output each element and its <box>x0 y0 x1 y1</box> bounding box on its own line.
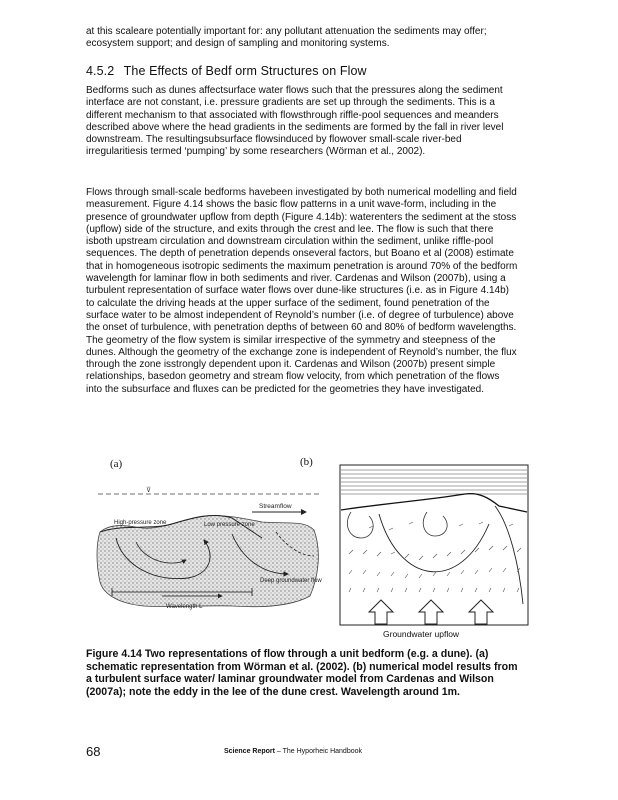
svg-text:⊽: ⊽ <box>146 487 152 494</box>
high-pressure-label: High-pressure zone <box>114 520 167 526</box>
low-pressure-label: Low pressure zone <box>204 522 255 528</box>
streamflow-label: Streamflow <box>259 503 292 510</box>
section-number: 4.5.2 <box>86 64 115 78</box>
page-number: 68 <box>86 744 101 759</box>
body-paragraph-1 <box>86 85 518 159</box>
intro-paragraph <box>86 26 518 51</box>
running-footer <box>224 748 362 755</box>
deep-flow-label: Deep groundwater flow <box>260 578 322 584</box>
groundwater-upflow-label: Groundwater upflow <box>383 629 460 639</box>
panel-a-label: (a) <box>110 458 123 470</box>
wavelength-label: Wavelength L <box>166 604 203 610</box>
caption-text: Figure 4.14 Two representations of flow through a unit bedform (e.g. a dune). (a) schematic representation from Wörman et al. (2002). (b) numerical model results from a turbulent surface water/ laminar groundwater model from Cardenas and Wilson (2007a); note the eddy in the lee of the dune crest. Wavelength around 1m. <box>86 648 518 698</box>
section-title: The Effects of Bedf orm Structures on Flow <box>123 64 367 78</box>
panel-b-label: (b) <box>300 456 313 468</box>
paragraph-text: Bedforms such as dunes affectsurface water flows such that the pressures along the sediment interface are not constant, i.e. pressure gradients are set up through the sediments. This is a different mechanism to that associated with flowsthrough riffle-pool sequences and meanders described above where the head gradients in the sediments are formed by the fall in river level downstream. The resultingsubsurface flowsinduced by flowover small-scale river-bed irregularitiesis termed ‘pumping’ by some researchers (Wörman et al., 2002). <box>86 85 504 158</box>
figure-caption <box>86 648 518 698</box>
figure-panel-b <box>339 464 529 628</box>
footer-report-name: Science Report <box>224 748 275 755</box>
body-paragraph-2 <box>86 187 518 396</box>
intro-text: at this scaleare potentially important for: any pollutant attenuation the sediments may offer; ecosystem support; and design of sampling and monitoring systems. <box>86 26 487 50</box>
footer-report-subtitle: – The Hyporheic Handbook <box>274 748 363 755</box>
section-heading <box>86 64 518 78</box>
paragraph-text: Flows through small-scale bedforms havebeen investigated by both numerical modelling and field measurement. Figure 4.14 shows the basic flow patterns in a unit wave-form, including in the presence of groundwater upflow from depth (Figure 4.14b): waterenters the sediment at the stoss (upflow) side of the structure, and exits through the crest and lee. The flow is such that there isboth upstream circulation and downstream circulation within the sediment, unlike riffle-pool sequences. The depth of penetration depends onseveral factors, but Boano et al (2008) estimate that in homogeneous isotropic sediments the maximum penetration is around 70% of the bedform wavelength for laminar flow in both sediments and river. Cardenas and Wilson (2007b), using a turbulent representation of surface water flows over dune-like structures (i.e. as in Figure 4.14b) to calculate the driving heads at the upper surface of the sediment, found penetration of the surface water to be almost independent of Reynold’s number (i.e. of degree of turbulence) above the onset of turbulence, with penetration depths of between 60 and 80% of bedform wavelengths. The geometry of the flow system is similar irrespective of the symmetry and steepness of the dunes. Although the geometry of the exchange zone is independent of Reynold’s number, the flux through the zone isstrongly dependent upon it. Cardenas and Wilson (2007b) present simple relationships, basedon geometry and stream flow velocity, from which penetration of the flows into the subsurface and fluxes can be predicted for the geometries they have investigated. <box>86 187 518 395</box>
figure-panel-a <box>92 478 326 620</box>
